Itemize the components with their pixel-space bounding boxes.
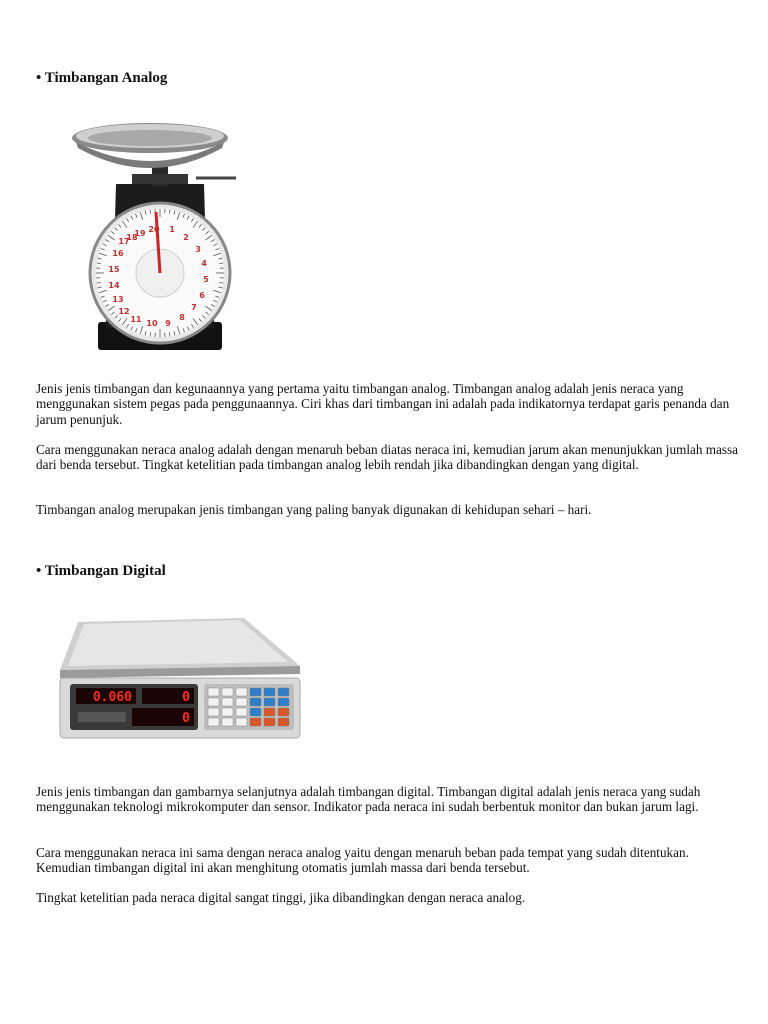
heading-digital: • Timbangan Digital (36, 563, 166, 579)
svg-text:6: 6 (199, 291, 205, 300)
weight-display: 0.060 (92, 690, 132, 705)
digital-paragraph-1: Jenis jenis timbangan dan gambarnya selanjutnya adalah timbangan digital. Timbangan digital adalah jenis neraca yang sudah menggunakan teknologi mikrokomputer dan sensor. Indikator pada neraca ini sudah berbentuk monitor dan bukan jarum lagi. (36, 784, 701, 815)
svg-text:9: 9 (165, 319, 171, 328)
svg-text:15: 15 (108, 265, 120, 274)
svg-text:5: 5 (203, 275, 209, 284)
svg-text:11: 11 (130, 315, 142, 324)
total-price-display: 0 (182, 711, 190, 726)
svg-text:17: 17 (118, 237, 130, 246)
svg-text:12: 12 (118, 307, 130, 316)
svg-text:8: 8 (179, 313, 185, 322)
svg-text:19: 19 (134, 229, 146, 238)
svg-text:14: 14 (108, 281, 120, 290)
unit-price-display: 0 (182, 690, 190, 705)
svg-text:4: 4 (201, 259, 207, 268)
svg-text:20: 20 (148, 225, 160, 234)
digital-paragraph-2: Cara menggunakan neraca ini sama dengan neraca analog yaitu dengan menaruh beban pada tempat yang sudah ditentukan. Kemudian timbangan digital ini akan menghitung otomatis jumlah massa dari benda tersebut. (36, 845, 689, 876)
svg-text:13: 13 (112, 295, 124, 304)
svg-text:18: 18 (126, 233, 138, 242)
svg-text:10: 10 (146, 319, 158, 328)
heading-analog: • Timbangan Analog (36, 70, 168, 86)
analog-paragraph-3: Timbangan analog merupakan jenis timbangan yang paling banyak digunakan di kehidupan sehari – hari. (36, 502, 592, 517)
digital-paragraph-3: Tingkat ketelitian pada neraca digital sangat tinggi, jika dibandingkan dengan neraca analog. (36, 890, 526, 905)
svg-text:16: 16 (112, 249, 124, 258)
analog-scale-image (36, 100, 276, 362)
svg-text:3: 3 (195, 245, 201, 254)
digital-scale-image (38, 600, 310, 770)
analog-paragraph-1: Jenis jenis timbangan dan kegunaannya yang pertama yaitu timbangan analog. Timbangan analog adalah jenis neraca yang menggunakan sistem pegas pada penggunaannya. Ciri khas dari timbangan ini adalah pada indikatornya terdapat garis penanda dan jarum penunjuk. (36, 381, 730, 427)
analog-paragraph-2: Cara menggunakan neraca analog adalah dengan menaruh beban diatas neraca ini, kemudian jarum akan menunjukkan jumlah massa dari benda tersebut. Tingkat ketelitian pada timbangan analog lebih rendah jika dibandingkan dengan yang digital. (36, 442, 738, 473)
svg-text:7: 7 (191, 303, 197, 312)
svg-text:1: 1 (169, 225, 175, 234)
svg-text:2: 2 (183, 233, 189, 242)
